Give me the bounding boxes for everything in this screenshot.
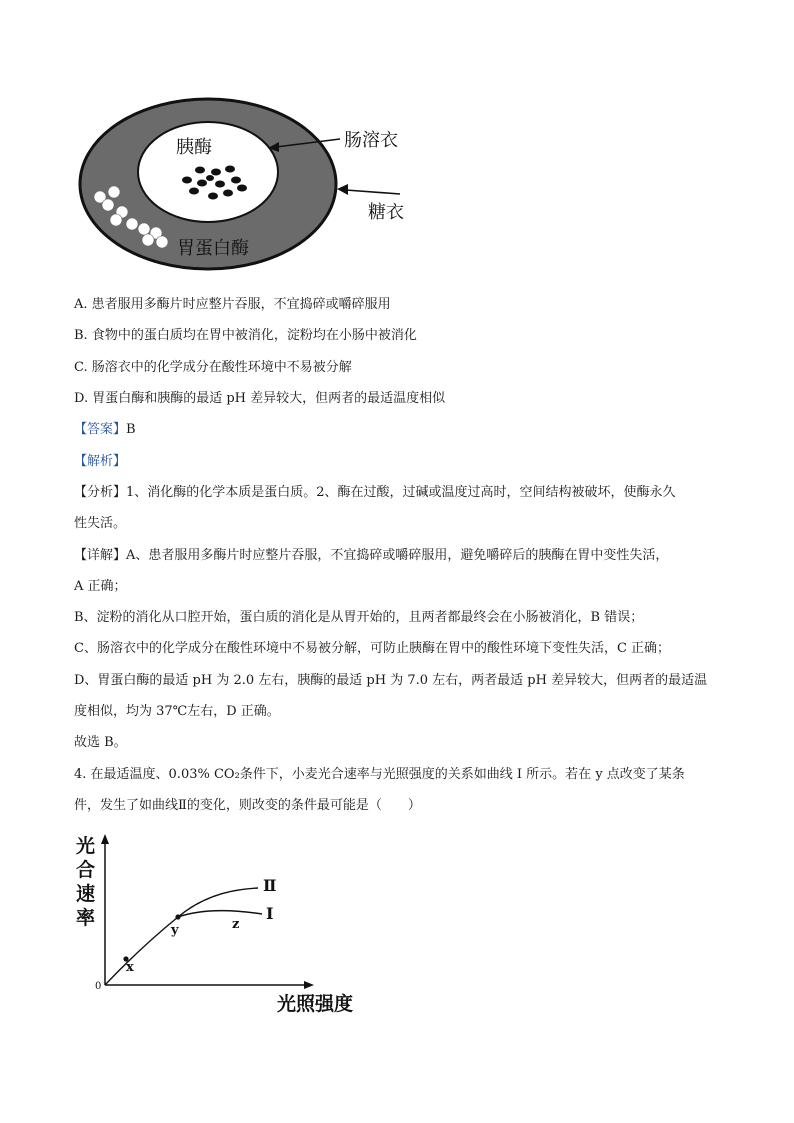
origin-label: 0 bbox=[95, 981, 102, 992]
point-z-label: z bbox=[232, 917, 240, 932]
tablet-diagram bbox=[70, 92, 420, 282]
explain-d-2: 度相似，均为 37℃左右，D 正确。 bbox=[74, 704, 280, 719]
xiangjie-line-1 bbox=[74, 546, 668, 566]
sugar-label: 糖衣 bbox=[368, 202, 404, 223]
xiangjie-tag: 【详解】 bbox=[74, 548, 127, 563]
point-y-label: y bbox=[171, 923, 179, 938]
option-a: A. 患者服用多酶片时应整片吞服，不宜捣碎或嚼碎服用 bbox=[74, 297, 391, 312]
option-d: D. 胃蛋白酶和胰酶的最适 pH 差异较大，但两者的最适温度相似 bbox=[74, 391, 446, 406]
xiangjie-text-1: A、患者服用多酶片时应整片吞服，不宜捣碎或嚼碎服用，避免嚼碎后的胰酶在胃中变性失活， bbox=[126, 548, 669, 563]
question4-line-2: 件，发生了如曲线Ⅱ的变化，则改变的条件最可能是（ ） bbox=[74, 798, 421, 813]
sugar-arrow bbox=[346, 190, 400, 194]
sugar-arrowhead bbox=[337, 184, 348, 195]
curve-1-label: I bbox=[266, 904, 274, 923]
fenxi-text-1: 1、消化酶的化学本质是蛋白质。2、酶在过酸，过碱或温度过高时，空间结构被破坏，使酶永久 bbox=[126, 485, 676, 500]
photosynthesis-graph bbox=[70, 828, 370, 1028]
curve-2 bbox=[178, 888, 258, 917]
enteric-label: 肠溶衣 bbox=[344, 130, 398, 151]
point-y bbox=[175, 914, 180, 919]
question4-line-1: 4. 在最适温度、0.03% CO₂条件下，小麦光合速率与光照强度的关系如曲线 I 所示。若在 y 点改变了某条 bbox=[74, 767, 685, 782]
curve-2-label: Ⅱ bbox=[263, 876, 277, 895]
option-b: B. 食物中的蛋白质均在胃中被消化，淀粉均在小肠中被消化 bbox=[74, 328, 417, 343]
inner-label: 胰酶 bbox=[176, 137, 212, 158]
y-axis-char-1: 光 bbox=[76, 835, 96, 857]
explain-d-1: D、胃蛋白酶的最适 pH 为 2.0 左右，胰酶的最适 pH 为 7.0 左右，两者最适 pH 差异较大，但两者的最适温 bbox=[74, 673, 708, 688]
y-axis-arrow bbox=[101, 834, 109, 844]
conclusion: 故选 B。 bbox=[74, 735, 127, 750]
x-axis-arrow bbox=[304, 981, 314, 989]
pepsin-label: 胃蛋白酶 bbox=[177, 238, 249, 259]
y-axis-char-3: 速 bbox=[76, 883, 96, 905]
fenxi-line-1 bbox=[74, 483, 676, 503]
y-axis-char-2: 合 bbox=[76, 859, 96, 881]
explain-b: B、淀粉的消化从口腔开始，蛋白质的消化是从胃开始的，且两者都最终会在小肠被消化，B 错误； bbox=[74, 610, 644, 625]
xiangjie-line-2: A 正确； bbox=[74, 579, 127, 594]
fenxi-tag: 【分析】 bbox=[74, 485, 127, 500]
answer-line bbox=[74, 420, 136, 440]
answer-tag: 【答案】 bbox=[74, 422, 127, 437]
fenxi-line-2: 性失活。 bbox=[74, 516, 127, 531]
explain-c: C、肠溶衣中的化学成分在酸性环境中不易被分解，可防止胰酶在胃中的酸性环境下变性失活，C 正确； bbox=[74, 641, 671, 656]
x-axis-label: 光照强度 bbox=[277, 993, 354, 1015]
answer-value: B bbox=[126, 422, 136, 437]
analysis-tag: 【解析】 bbox=[74, 454, 127, 469]
option-c: C. 肠溶衣中的化学成分在酸性环境中不易被分解 bbox=[74, 360, 352, 375]
y-axis-char-4: 率 bbox=[76, 907, 96, 929]
point-x-label: x bbox=[126, 960, 134, 975]
